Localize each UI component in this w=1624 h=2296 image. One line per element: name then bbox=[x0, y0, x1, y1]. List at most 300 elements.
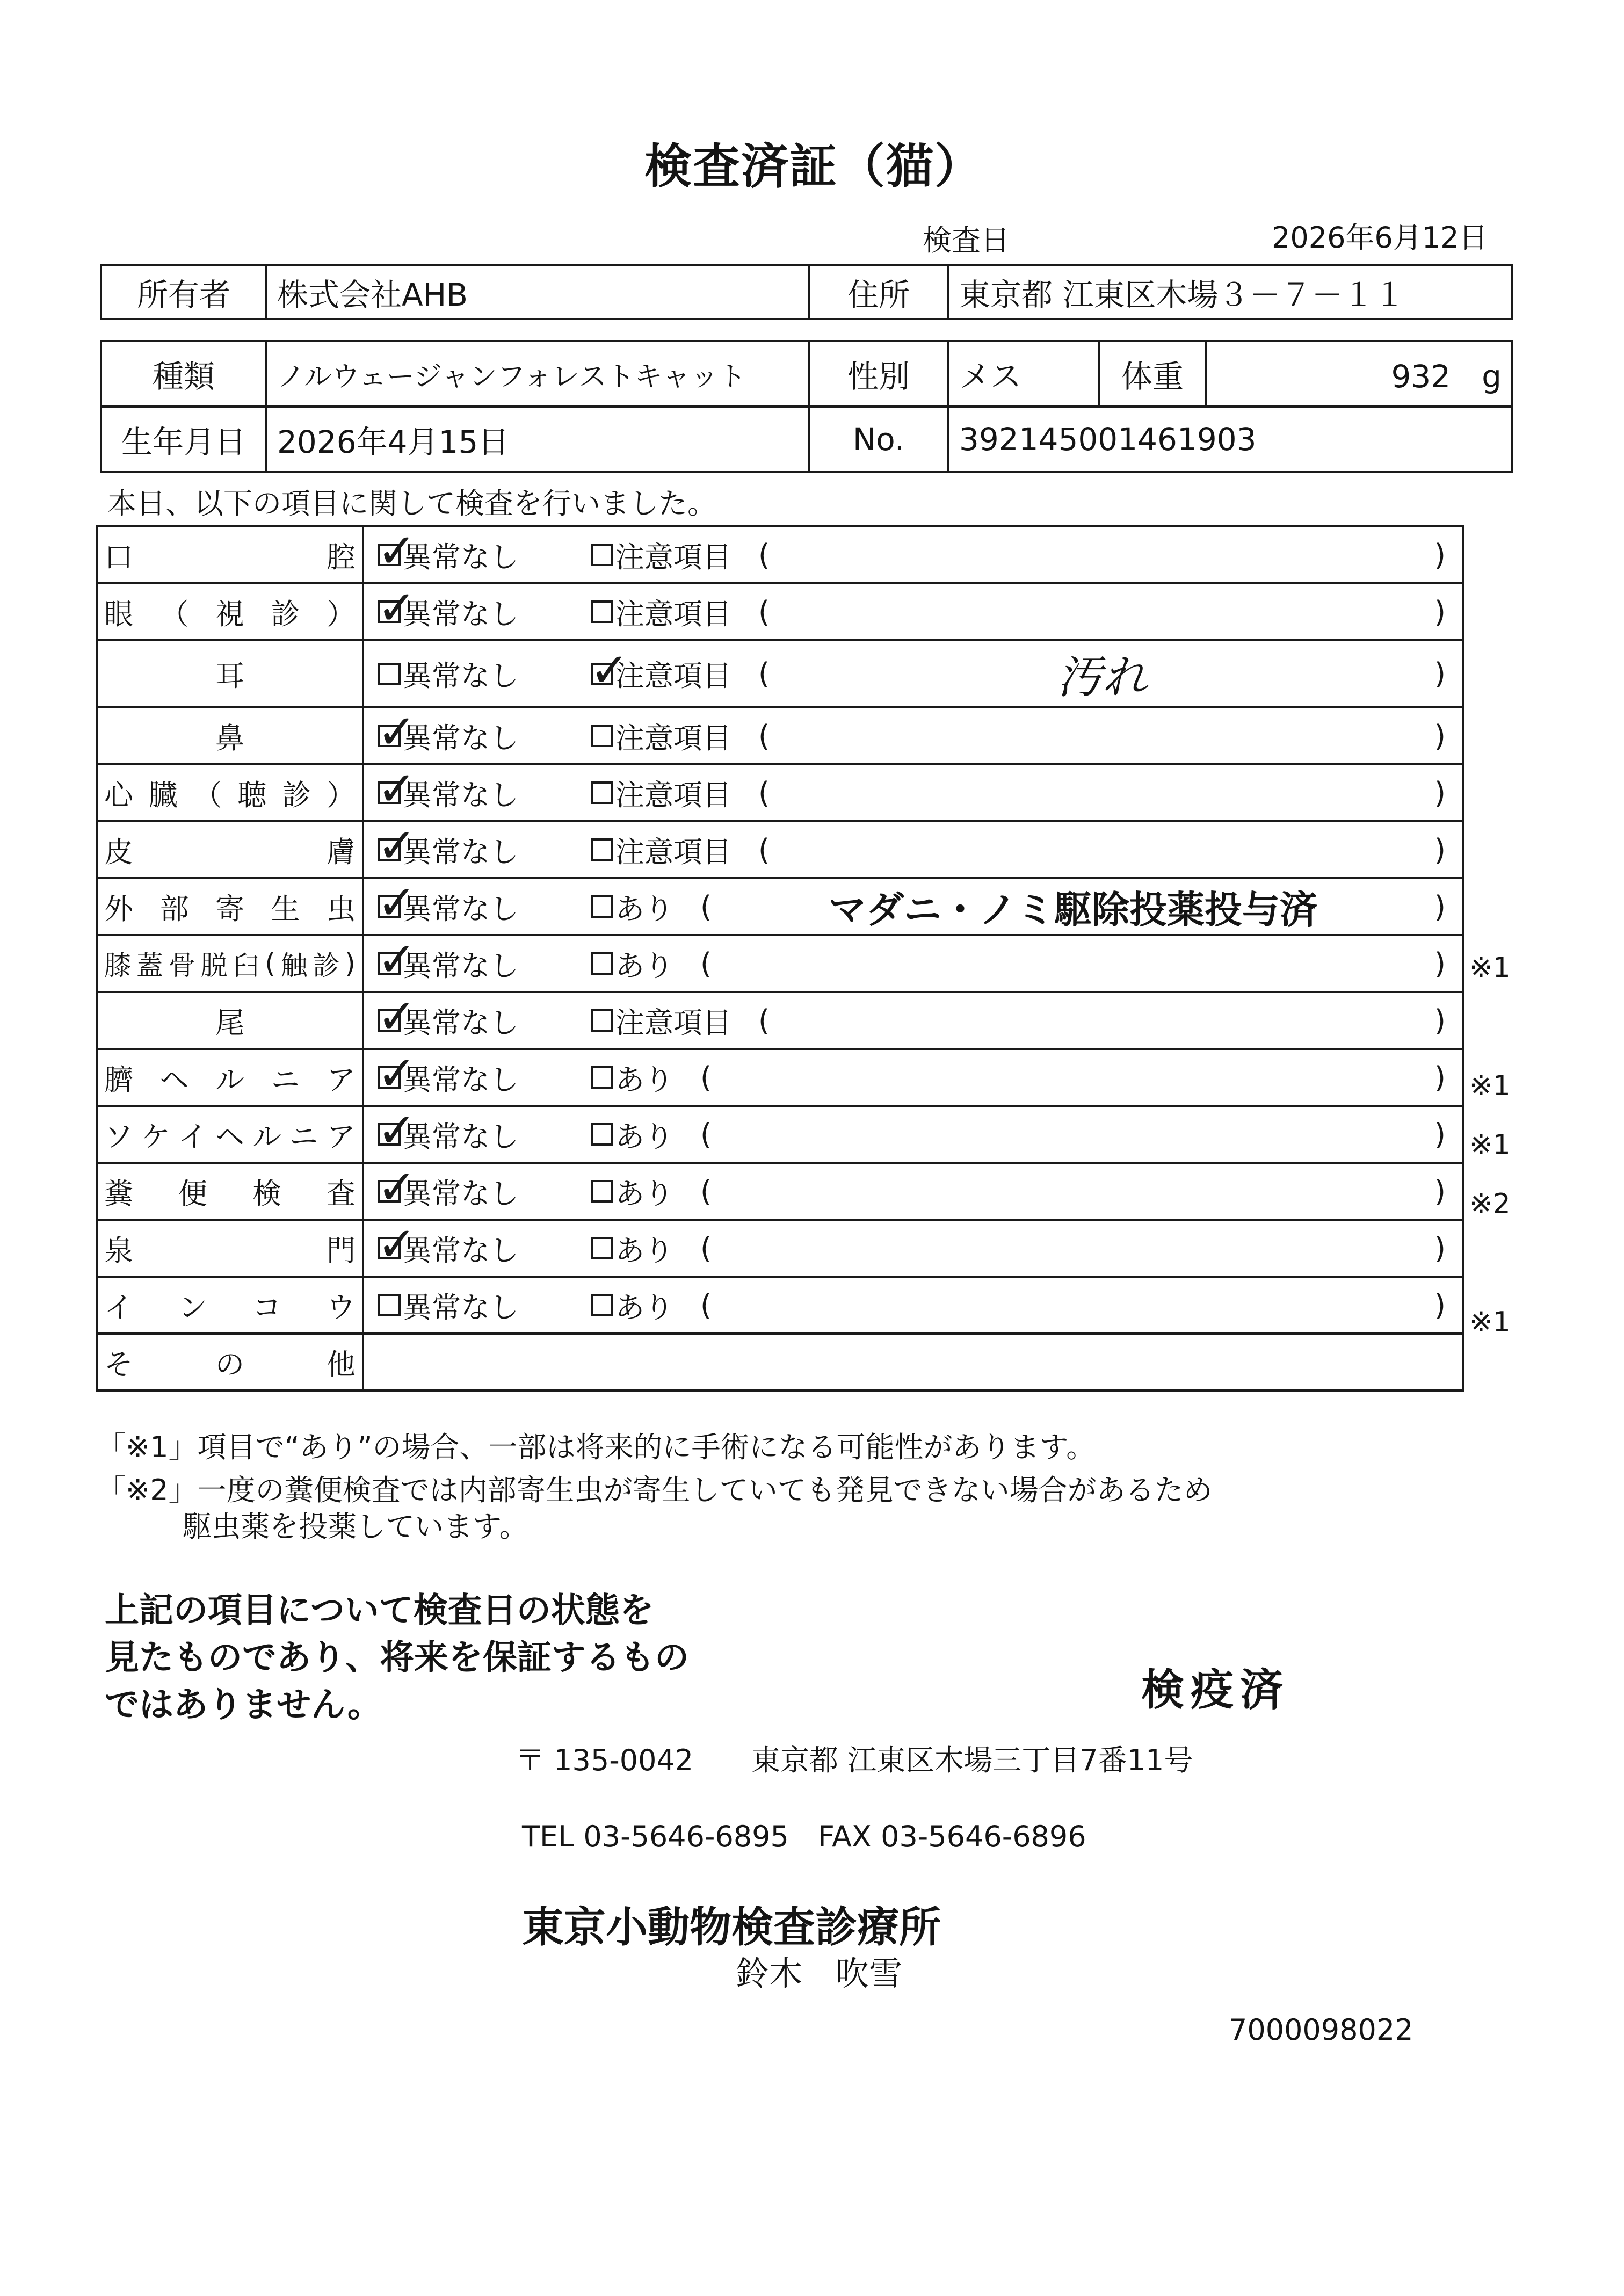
check-result bbox=[363, 1106, 1463, 1163]
check-item bbox=[97, 1106, 363, 1163]
check-item-char: 寄 bbox=[215, 892, 244, 926]
checkbox[interactable] bbox=[377, 764, 417, 816]
check-options bbox=[364, 1278, 1462, 1332]
present-option bbox=[591, 943, 673, 984]
checkbox[interactable] bbox=[377, 1106, 417, 1158]
caution-label: 注意項目 bbox=[615, 1005, 731, 1040]
caution-option bbox=[590, 642, 731, 698]
open-paren: ( bbox=[758, 657, 770, 691]
open-paren: ( bbox=[758, 832, 770, 867]
remarks bbox=[731, 595, 1462, 629]
check-item-label bbox=[104, 1114, 356, 1155]
check-item-label bbox=[104, 534, 356, 576]
check-item bbox=[97, 583, 363, 640]
check-item-label bbox=[104, 1171, 356, 1212]
check-item-label bbox=[104, 886, 356, 928]
checkbox[interactable] bbox=[591, 1009, 613, 1032]
check-item-char: 糞 bbox=[104, 1176, 133, 1211]
normal-option bbox=[364, 1049, 591, 1101]
check-item-char: 臓 bbox=[148, 778, 178, 812]
check-item-char: 視 bbox=[215, 597, 244, 631]
close-paren: ) bbox=[1434, 1231, 1446, 1265]
check-options bbox=[364, 1164, 1462, 1219]
other-notes bbox=[363, 1334, 1463, 1390]
check-item-char: ） bbox=[326, 778, 356, 812]
check-item-char: イ bbox=[104, 1290, 133, 1324]
remarks bbox=[673, 947, 1462, 981]
present-label: あり bbox=[615, 1119, 673, 1154]
normal-option bbox=[364, 1285, 591, 1326]
normal-option bbox=[364, 1220, 591, 1272]
caution-label: 注意項目 bbox=[615, 540, 731, 574]
normal-option bbox=[364, 821, 591, 873]
open-paren: ( bbox=[758, 595, 770, 629]
weight-label: 体重 bbox=[1099, 341, 1206, 407]
checkbox[interactable] bbox=[591, 544, 613, 566]
check-row bbox=[97, 583, 1463, 640]
checkmark-icon: ✓ bbox=[377, 878, 417, 930]
disclaimer-line: 見たものであり、将来を保証するもの bbox=[105, 1638, 689, 1678]
check-item-char: 診 bbox=[271, 597, 300, 631]
check-item-char: ン bbox=[178, 1290, 207, 1324]
check-item bbox=[97, 1334, 363, 1390]
check-item-char: 部 bbox=[160, 892, 189, 926]
close-paren: ) bbox=[1434, 595, 1446, 629]
check-item bbox=[97, 1277, 363, 1334]
checkbox[interactable] bbox=[377, 707, 417, 759]
close-paren: ) bbox=[1434, 832, 1446, 867]
check-row bbox=[97, 935, 1463, 992]
check-item-label: 耳 bbox=[215, 659, 244, 693]
checkmark-icon: ✓ bbox=[377, 1220, 417, 1272]
check-item-char: 外 bbox=[104, 892, 133, 926]
check-result bbox=[363, 1049, 1463, 1106]
check-row bbox=[97, 640, 1463, 707]
check-item bbox=[97, 1163, 363, 1220]
exam-date-value: 2026年6月12日 bbox=[1272, 221, 1488, 255]
veterinarian-name: 鈴木 吹雪 bbox=[736, 1954, 903, 1993]
caution-option bbox=[591, 715, 731, 757]
normal-label: 異常なし bbox=[403, 1119, 519, 1154]
normal-option bbox=[364, 878, 591, 930]
normal-option bbox=[364, 526, 591, 578]
checkbox[interactable] bbox=[591, 838, 613, 861]
caution-option bbox=[591, 1000, 731, 1041]
checkbox[interactable] bbox=[591, 781, 613, 804]
check-result bbox=[363, 1277, 1463, 1334]
check-item-char: 骨 bbox=[168, 950, 195, 981]
checkmark-icon: ✓ bbox=[377, 935, 417, 987]
check-item-char: 眼 bbox=[104, 597, 133, 631]
check-result bbox=[363, 821, 1463, 878]
normal-option bbox=[364, 653, 591, 694]
footnote-2-continued: 駆虫薬を投薬しています。 bbox=[183, 1510, 528, 1544]
open-paren: ( bbox=[758, 719, 770, 753]
checkmark-icon: ✓ bbox=[377, 1163, 417, 1215]
check-item-char: 臼 bbox=[233, 950, 260, 981]
open-paren: ( bbox=[700, 1288, 712, 1322]
check-item-char: コ bbox=[252, 1290, 281, 1324]
remarks bbox=[731, 1004, 1462, 1038]
number-value: 392145001461903 bbox=[948, 407, 1512, 472]
birth-value: 2026年4月15日 bbox=[266, 407, 809, 472]
remarks bbox=[673, 1288, 1462, 1322]
check-item bbox=[97, 935, 363, 992]
checkbox[interactable] bbox=[377, 992, 417, 1044]
disclaimer-line: 上記の項目について検査日の状態を bbox=[105, 1591, 654, 1631]
present-label: あり bbox=[615, 892, 673, 926]
checkbox[interactable] bbox=[378, 663, 401, 685]
close-paren: ) bbox=[1434, 946, 1446, 981]
check-item-label bbox=[104, 772, 356, 814]
check-item bbox=[97, 526, 363, 583]
check-result bbox=[363, 878, 1463, 935]
check-item-label: 尾 bbox=[215, 1005, 244, 1040]
checkmark-icon: ✓ bbox=[377, 526, 417, 578]
check-item-char: 門 bbox=[327, 1233, 356, 1267]
owner-label: 所有者 bbox=[101, 265, 266, 319]
check-item bbox=[97, 821, 363, 878]
check-item-char: 心 bbox=[104, 778, 133, 812]
check-item-char: ル bbox=[215, 1062, 244, 1097]
check-row bbox=[97, 878, 1463, 935]
check-options bbox=[364, 936, 1462, 991]
remarks bbox=[673, 1118, 1462, 1151]
check-item-char: の bbox=[215, 1347, 244, 1381]
check-item-char: ニ bbox=[271, 1062, 300, 1097]
check-row bbox=[97, 1334, 1463, 1390]
checkbox[interactable] bbox=[377, 821, 417, 873]
check-options bbox=[364, 527, 1462, 582]
close-paren: ) bbox=[1434, 538, 1446, 572]
owner-value: 株式会社AHB bbox=[266, 265, 809, 319]
normal-label: 異常なし bbox=[403, 1290, 519, 1324]
check-row bbox=[97, 764, 1463, 821]
checkmark-icon: ✓ bbox=[590, 642, 629, 698]
clinic-phone: TEL 03-5646-6895 FAX 03-5646-6896 bbox=[522, 1820, 1086, 1853]
caution-label: 注意項目 bbox=[615, 835, 731, 869]
sex-value: メス bbox=[948, 341, 1099, 407]
check-result bbox=[363, 935, 1463, 992]
remarks-text: マダニ・ノミ駆除投薬投与済 bbox=[829, 887, 1317, 932]
check-item-label bbox=[104, 829, 356, 871]
checkbox[interactable] bbox=[377, 583, 417, 635]
remarks bbox=[731, 833, 1462, 867]
open-paren: ( bbox=[758, 1003, 770, 1038]
document-number: 7000098022 bbox=[1229, 2013, 1413, 2047]
footnote-2: 「※2」一度の糞便検査では内部寄生虫が寄生していても発見できない場合があるため bbox=[97, 1473, 1213, 1507]
checkmark-icon: ✓ bbox=[377, 821, 417, 873]
normal-label: 異常なし bbox=[403, 721, 519, 755]
remarks bbox=[673, 1232, 1462, 1265]
present-label: あり bbox=[615, 1290, 673, 1324]
check-item bbox=[97, 1220, 363, 1277]
checkmark-icon: ✓ bbox=[377, 1106, 417, 1158]
check-result bbox=[363, 707, 1463, 764]
close-paren: ) bbox=[1434, 776, 1446, 810]
normal-option bbox=[364, 992, 591, 1044]
remarks bbox=[731, 776, 1462, 810]
check-result bbox=[363, 764, 1463, 821]
clinic-address: 〒 135-0042 東京都 江東区木場三丁目7番11号 bbox=[516, 1743, 1193, 1777]
birth-label: 生年月日 bbox=[101, 407, 266, 472]
present-label: あり bbox=[615, 1176, 673, 1211]
present-label: あり bbox=[615, 1062, 673, 1097]
open-paren: ( bbox=[700, 1117, 712, 1151]
check-result bbox=[363, 992, 1463, 1049]
address-label: 住所 bbox=[809, 265, 948, 319]
checkbox[interactable] bbox=[591, 1066, 613, 1089]
caution-option bbox=[591, 772, 731, 814]
check-row bbox=[97, 1163, 1463, 1220]
check-item bbox=[97, 764, 363, 821]
checkbox[interactable] bbox=[377, 526, 417, 578]
check-result bbox=[363, 526, 1463, 583]
check-options bbox=[364, 641, 1462, 706]
normal-option bbox=[364, 583, 591, 635]
checkbox[interactable] bbox=[591, 600, 613, 623]
clinic-name: 東京小動物検査診療所 bbox=[522, 1903, 941, 1952]
footnote-marker: ※2 bbox=[1469, 1188, 1511, 1220]
normal-label: 異常なし bbox=[403, 597, 519, 631]
remarks bbox=[673, 1175, 1462, 1208]
normal-label: 異常なし bbox=[403, 835, 519, 869]
check-item-char: ウ bbox=[327, 1290, 356, 1324]
normal-label: 異常なし bbox=[403, 1005, 519, 1040]
weight-value: 932 g bbox=[1206, 341, 1512, 407]
normal-option bbox=[364, 707, 591, 759]
check-item-char: 泉 bbox=[104, 1233, 133, 1267]
checkbox[interactable] bbox=[591, 1294, 613, 1316]
disclaimer bbox=[105, 1587, 689, 1729]
check-item-char: 腔 bbox=[327, 540, 356, 574]
check-item-char: 検 bbox=[252, 1176, 281, 1211]
checkbox[interactable] bbox=[591, 1180, 613, 1203]
check-item-char: ソ bbox=[104, 1119, 133, 1154]
check-row bbox=[97, 1049, 1463, 1106]
document-title: 検査済証（猫） bbox=[644, 139, 983, 194]
check-item-label bbox=[104, 591, 356, 633]
caution-option bbox=[591, 829, 731, 871]
check-item-char: イ bbox=[178, 1119, 207, 1154]
normal-label: 異常なし bbox=[403, 778, 519, 812]
checkbox[interactable] bbox=[377, 1220, 417, 1272]
close-paren: ) bbox=[1434, 1117, 1446, 1151]
check-item-char: 便 bbox=[178, 1176, 207, 1211]
check-result bbox=[363, 1220, 1463, 1277]
present-label: あり bbox=[615, 948, 673, 983]
check-item-char: ） bbox=[327, 597, 356, 631]
footnote-1: 「※1」項目で“あり”の場合、一部は将来的に手術になる可能性があります。 bbox=[97, 1430, 1096, 1464]
check-item-char: 診 bbox=[282, 778, 311, 812]
checkbox[interactable] bbox=[591, 952, 613, 975]
present-option bbox=[591, 1057, 673, 1098]
quarantine-stamp: 検疫済 bbox=[1141, 1665, 1289, 1715]
normal-option bbox=[364, 1163, 591, 1215]
normal-label: 異常なし bbox=[403, 659, 519, 693]
owner-table bbox=[100, 264, 1513, 320]
normal-label: 異常なし bbox=[403, 1176, 519, 1211]
check-result bbox=[363, 583, 1463, 640]
open-paren: ( bbox=[700, 946, 712, 981]
check-item-char: ( bbox=[265, 948, 276, 979]
check-options bbox=[364, 993, 1462, 1048]
remarks bbox=[673, 880, 1462, 934]
open-paren: ( bbox=[700, 889, 712, 924]
check-options bbox=[364, 822, 1462, 877]
normal-label: 異常なし bbox=[403, 1062, 519, 1097]
check-item bbox=[97, 640, 363, 707]
present-option bbox=[591, 886, 673, 928]
check-item bbox=[97, 878, 363, 935]
remarks-text: 汚れ bbox=[1056, 651, 1147, 704]
check-result bbox=[363, 640, 1463, 707]
checkbox[interactable] bbox=[377, 1163, 417, 1215]
normal-option bbox=[364, 935, 591, 987]
checkbox[interactable] bbox=[377, 935, 417, 987]
check-item bbox=[97, 1049, 363, 1106]
checkmark-icon: ✓ bbox=[377, 992, 417, 1044]
check-item-char: そ bbox=[104, 1347, 133, 1381]
breed-value: ノルウェージャンフォレストキャット bbox=[266, 341, 809, 407]
number-label: No. bbox=[809, 407, 948, 472]
check-row bbox=[97, 707, 1463, 764]
breed-label: 種類 bbox=[101, 341, 266, 407]
checkbox[interactable] bbox=[377, 878, 417, 930]
checkmark-icon: ✓ bbox=[377, 583, 417, 635]
check-item-label bbox=[104, 1342, 356, 1383]
close-paren: ) bbox=[1434, 889, 1446, 924]
close-paren: ) bbox=[1434, 1003, 1446, 1038]
check-item-char: ニ bbox=[289, 1119, 318, 1154]
check-options bbox=[364, 1107, 1462, 1162]
check-item-char: 脱 bbox=[200, 950, 228, 981]
exam-date-label: 検査日 bbox=[923, 223, 1010, 257]
footnote-marker: ※1 bbox=[1469, 1129, 1511, 1161]
footnote-marker: ※1 bbox=[1469, 952, 1511, 984]
check-item-label: 鼻 bbox=[215, 721, 244, 755]
checkbox[interactable] bbox=[378, 1294, 401, 1316]
check-item-char: ル bbox=[252, 1119, 281, 1154]
sex-label: 性別 bbox=[809, 341, 948, 407]
caution-label: 注意項目 bbox=[615, 659, 731, 693]
check-row bbox=[97, 526, 1463, 583]
checkbox[interactable] bbox=[377, 1049, 417, 1101]
caution-option bbox=[591, 534, 731, 576]
check-item-char: 聴 bbox=[237, 778, 267, 812]
checkbox[interactable] bbox=[591, 1237, 613, 1259]
normal-option bbox=[364, 764, 591, 816]
open-paren: ( bbox=[758, 538, 770, 572]
intro-text: 本日、以下の項目に関して検査を行いました。 bbox=[107, 487, 716, 520]
check-options bbox=[364, 765, 1462, 820]
check-item-char: 診 bbox=[313, 950, 340, 981]
present-option bbox=[591, 1228, 673, 1269]
close-paren: ) bbox=[1434, 1288, 1446, 1322]
normal-label: 異常なし bbox=[403, 948, 519, 983]
check-options bbox=[364, 708, 1462, 763]
remarks bbox=[731, 641, 1462, 706]
check-item-char: 臍 bbox=[104, 1062, 133, 1097]
checkbox[interactable] bbox=[591, 895, 613, 918]
open-paren: ( bbox=[700, 1174, 712, 1208]
present-option bbox=[591, 1114, 673, 1155]
caution-label: 注意項目 bbox=[615, 721, 731, 755]
check-item-char: ア bbox=[327, 1062, 356, 1097]
pet-table bbox=[100, 340, 1513, 473]
check-item-char: 膚 bbox=[327, 835, 356, 869]
checkbox[interactable] bbox=[591, 725, 613, 747]
check-item-char: 膝 bbox=[104, 950, 131, 981]
check-item-char: 生 bbox=[271, 892, 300, 926]
caution-option bbox=[591, 591, 731, 633]
check-item-char: ヘ bbox=[160, 1062, 189, 1097]
check-item-label bbox=[104, 1285, 356, 1326]
remarks bbox=[731, 719, 1462, 753]
caution-label: 注意項目 bbox=[615, 597, 731, 631]
close-paren: ) bbox=[1434, 719, 1446, 753]
footnote-marker: ※1 bbox=[1469, 1070, 1511, 1102]
check-row bbox=[97, 1106, 1463, 1163]
checkbox[interactable] bbox=[591, 1123, 613, 1146]
normal-label: 異常なし bbox=[403, 540, 519, 574]
check-item-char: （ bbox=[160, 597, 189, 631]
check-result bbox=[363, 1163, 1463, 1220]
footnote-marker: ※1 bbox=[1469, 1306, 1511, 1338]
normal-option bbox=[364, 1106, 591, 1158]
disclaimer-line: ではありません。 bbox=[105, 1685, 382, 1725]
address-value: 東京都 江東区木場３－７－１１ bbox=[948, 265, 1512, 319]
check-options bbox=[364, 584, 1462, 639]
remarks bbox=[731, 538, 1462, 572]
present-label: あり bbox=[615, 1233, 673, 1267]
check-item-char: 他 bbox=[327, 1347, 356, 1381]
checkbox[interactable] bbox=[590, 642, 629, 698]
check-options bbox=[364, 1050, 1462, 1105]
check-item bbox=[97, 707, 363, 764]
normal-label: 異常なし bbox=[403, 892, 519, 926]
check-item-char: 査 bbox=[327, 1176, 356, 1211]
open-paren: ( bbox=[700, 1060, 712, 1095]
check-row bbox=[97, 992, 1463, 1049]
close-paren: ) bbox=[1434, 657, 1446, 691]
remarks bbox=[673, 1061, 1462, 1095]
check-item-label bbox=[104, 1228, 356, 1269]
check-item bbox=[97, 992, 363, 1049]
checkmark-icon: ✓ bbox=[377, 707, 417, 759]
open-paren: ( bbox=[758, 776, 770, 810]
check-item-char: ア bbox=[327, 1119, 356, 1154]
normal-label: 異常なし bbox=[403, 1233, 519, 1267]
check-item-char: 虫 bbox=[327, 892, 356, 926]
check-item-char: （ bbox=[193, 778, 222, 812]
check-row bbox=[97, 1277, 1463, 1334]
checkmark-icon: ✓ bbox=[377, 1049, 417, 1101]
check-options bbox=[364, 1221, 1462, 1276]
present-option bbox=[591, 1285, 673, 1326]
check-item-char: 触 bbox=[280, 950, 308, 981]
check-item-char: 口 bbox=[104, 540, 133, 574]
check-row bbox=[97, 821, 1463, 878]
check-item-char: ) bbox=[345, 948, 356, 979]
check-item-char: 皮 bbox=[104, 835, 133, 869]
close-paren: ) bbox=[1434, 1174, 1446, 1208]
check-item-label bbox=[104, 944, 356, 983]
check-row bbox=[97, 1220, 1463, 1277]
check-item-char: 蓋 bbox=[136, 950, 163, 981]
open-paren: ( bbox=[700, 1231, 712, 1265]
close-paren: ) bbox=[1434, 1060, 1446, 1095]
